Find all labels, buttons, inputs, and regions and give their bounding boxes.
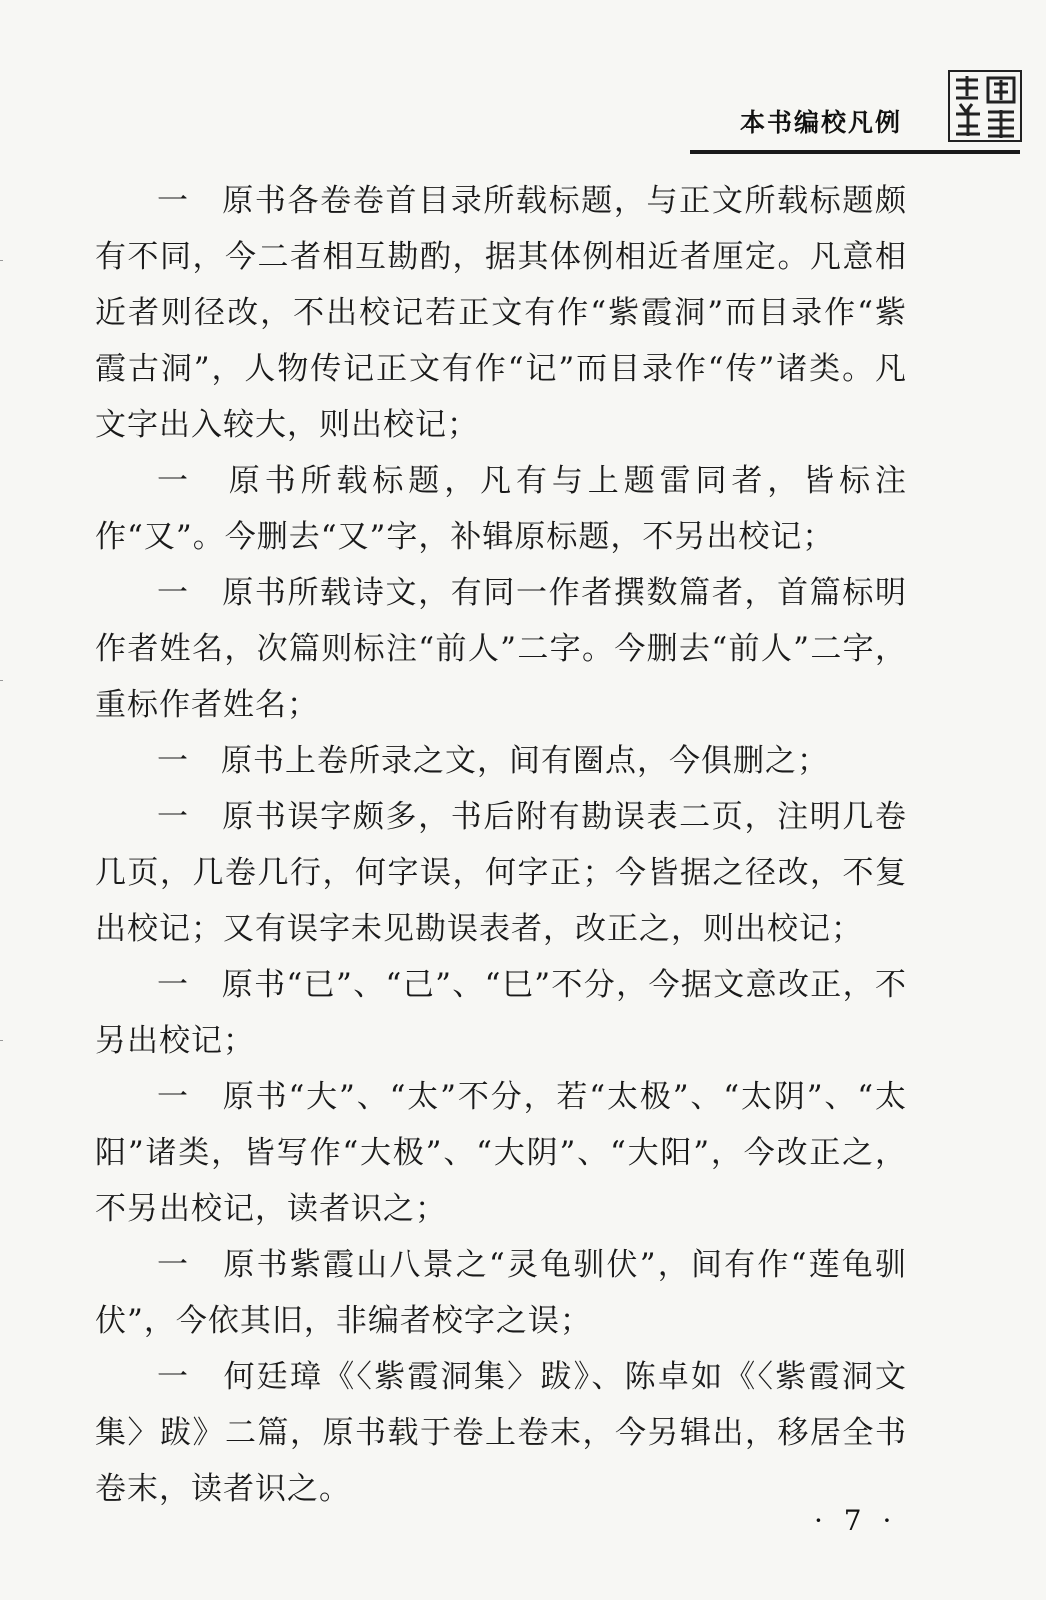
paragraph: 一 何廷璋《〈紫霞洞集〉跋》、陈卓如《〈紫霞洞文集〉跋》二篇，原书载于卷上卷末，今另辑出，移居全书卷末，读者识之。 [95,1359,907,1507]
body-text [95,173,907,1517]
paragraph: 一 原书“已”、“己”、“巳”不分，今据文意改正，不另出校记； [95,967,907,1059]
paragraph: 一 原书各卷卷首目录所载标题，与正文所载标题颇有不同，今二者相互勘酌，据其体例相近者厘定。凡意相近者则径改，不出校记若正文有作“紫霞洞”而目录作“紫霞古洞”，人物传记正文有作“记”而目录作“传”诸类。凡文字出入较大，则出校记； [95,183,907,443]
paragraph: 一 原书所载标题，凡有与上题雷同者，皆标注作“又”。今删去“又”字，补辑原标题，不另出校记； [95,463,907,555]
paragraph: 一 原书“大”、“太”不分，若“太极”、“太阴”、“太阳”诸类，皆写作“大极”、“大阴”、“大阳”，今改正之，不另出校记，读者识之； [95,1079,907,1227]
edge-mark [0,680,3,681]
paragraph: 一 原书上卷所录之文，间有圈点，今俱删之； [157,743,829,779]
edge-mark [0,1040,3,1041]
header-rule [690,150,1020,154]
paragraph: 一 原书紫霞山八景之“灵龟驯伏”，间有作“莲龟驯伏”，今依其旧，非编者校字之误； [95,1247,907,1339]
paragraph: 一 原书误字颇多，书后附有勘误表二页，注明几卷几页，几卷几行，何字误，何字正；今皆据之径改，不复出校记；又有误字未见勘误表者，改正之，则出校记； [95,799,907,947]
paragraph: 一 原书所载诗文，有同一作者撰数篇者，首篇标明作者姓名，次篇则标注“前人”二字。今删去“前人”二字，重标作者姓名； [95,575,907,723]
edge-mark [0,260,3,261]
running-header-title: 本书编校凡例 [740,108,903,137]
page-number: · 7 · [814,1504,898,1537]
seal-stamp-icon [948,70,1022,142]
